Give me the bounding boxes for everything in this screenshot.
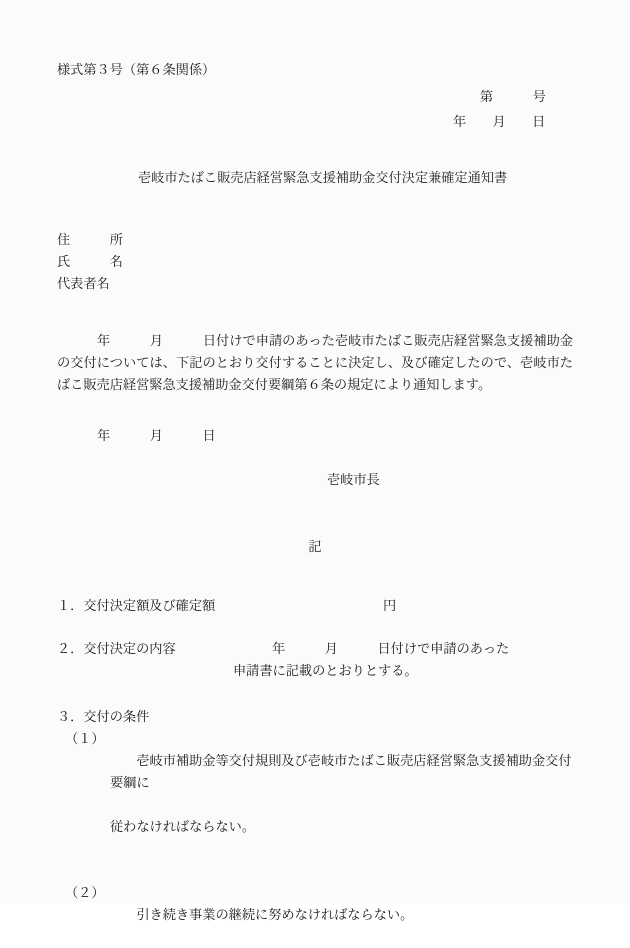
document-number-line: 第 号 [480,89,546,104]
item-3-subitem-1-marker: （１） [65,731,105,746]
item-3-label: ３．交付の条件 [57,709,150,724]
item-2-continuation: 申請書に記載のとおりとする。 [233,663,418,678]
form-number: 様式第３号（第６条関係） [57,62,216,77]
item-1-amount-unit: 円 [383,598,397,613]
item-3-subitem-1-continuation: 従わなければならない。 [110,819,256,834]
document-title: 壱岐市たばこ販売店経営緊急支援補助金交付決定兼確定通知書 [138,170,508,185]
item-2-label-row [57,638,573,660]
item-3-subitem-1-text: 壱岐市補助金等交付規則及び壱岐市たばこ販売店経営緊急支援補助金交付要綱に [110,753,572,790]
issue-date: 年 月 日 [97,428,216,443]
recipient-representative-label: 代表者名 [57,276,110,291]
recipient-block [57,229,123,295]
recipient-address-label: 住 所 [57,232,123,247]
item-2-label: ２．交付決定の内容 [57,641,176,656]
item-3-subitem-2-marker: （２） [65,885,105,900]
item-3-subitem-2 [57,882,573,948]
recipient-name-label: 氏 名 [57,254,123,269]
issuer-name: 壱岐市長 [327,472,380,487]
item-2-date: 年 月 日付けで申請のあった [272,641,510,656]
item-3-subitem-2-text: 引き続き事業の継続に努めなければならない。 [136,907,414,922]
document-meta [453,84,573,134]
body-paragraph: 年 月 日付けで申請のあった壱岐市たばこ販売店経営緊急支援補助金の交付については、下記のとおり交付することに決定し、及び確定したので、壱岐市たばこ販売店経営緊急支援補助金交付要綱第６条の規定により通知します。 [57,333,573,392]
ki-marker: 記 [308,539,322,554]
item-3-subitem-1 [57,728,573,882]
document-sheet [57,0,573,922]
item-1 [57,595,573,617]
item-3 [57,706,573,948]
item-2 [57,638,573,682]
item-1-label-row [57,595,573,617]
document-date-line: 年 月 日 [453,114,546,129]
item-1-label: １．交付決定額及び確定額 [57,598,216,613]
